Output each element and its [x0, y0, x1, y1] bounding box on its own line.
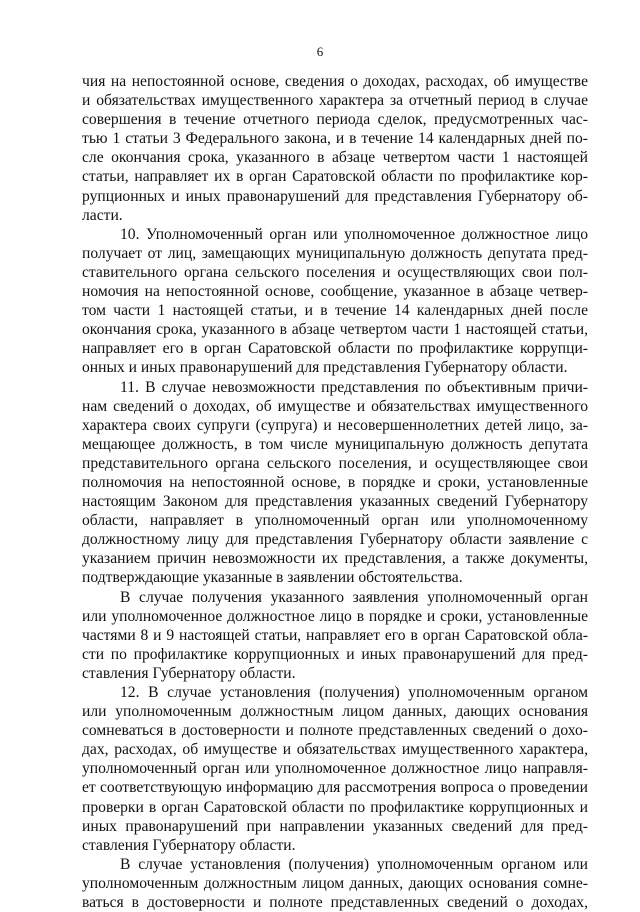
text-line: уполномоченный орган или уполномоченное должностное лицо направля- [82, 760, 588, 778]
text-line: ласти. [82, 206, 123, 224]
text-line: окончания срока, указанного в абзаце четвертом части 1 настоящей статьи, [82, 321, 588, 339]
text-line: рупционных и иных правонарушений для представления Губернатору об- [82, 187, 588, 205]
text-line: иных правонарушений при направлении указанных сведений для пред- [82, 817, 588, 835]
text-line: В случае установления (получения) уполномоченным органом или [120, 855, 588, 873]
text-line: или уполномоченное должностное лицо в порядке и сроки, установленные [82, 607, 588, 625]
text-line: статьи, направляет их в орган Саратовской области по профилактике кор- [82, 168, 588, 186]
text-line: сти по профилактике коррупционных и иных правонарушений для пред- [82, 645, 588, 663]
text-line: нам сведений о доходах, об имуществе и обязательствах имущественного [82, 397, 588, 415]
page-number: 6 [316, 44, 324, 59]
paragraph [82, 588, 588, 683]
paragraph [82, 72, 588, 225]
paragraph [82, 683, 588, 855]
text-line: направляет его в орган Саратовской области по профилактике коррупци- [82, 340, 588, 358]
text-line: совершения в течение отчетного периода сделок, предусмотренных час- [82, 111, 588, 129]
text-line: ет соответствующую информацию для рассмотрения вопроса о проведении [82, 779, 588, 797]
text-line: настоящим Законом для представления указанных сведений Губернатору [82, 493, 588, 511]
text-line: чия на непостоянной основе, сведения о доходах, расходах, об имуществе [82, 73, 588, 90]
text-line: и обязательствах имущественного характера за отчетный период в случае [82, 92, 588, 110]
text-line: 11. В случае невозможности представления по объективным причи- [120, 378, 588, 396]
text-line: должностному лицу для представления Губернатору области заявление с [82, 531, 588, 549]
text-line: 10. Уполномоченный орган или уполномоченное должностное лицо [120, 225, 588, 243]
text-line: ставления Губернатору области. [82, 664, 296, 682]
text-line: том части 1 настоящей статьи, и в течение 14 календарных дней после [82, 302, 588, 320]
text-line: дах, расходах, об имуществе и обязательствах имущественного характера, [82, 741, 588, 759]
text-line: получает от лиц, замещающих муниципальную должность депутата пред- [82, 244, 588, 262]
text-line: онных и иных правонарушений для представления Губернатору области. [82, 359, 568, 377]
text-line: уполномоченным должностным лицом данных, дающих основания сомне- [82, 874, 588, 892]
text-line: номочия на непостоянной основе, сообщение, указанное в абзаце четвер- [82, 283, 588, 301]
text-line: полномочия на непостоянной основе, в порядке и сроки, установленные [82, 473, 588, 491]
paragraph [82, 855, 588, 912]
text-line: В случае получения указанного заявления уполномоченный орган [120, 588, 588, 606]
text-line: области, направляет в уполномоченный орган или уполномоченному [82, 512, 588, 530]
text-line: характера своих супруги (супруга) и несовершеннолетних детей лицо, за- [82, 416, 588, 434]
text-line: сомневаться в достоверности и полноте представленных сведений о дохо- [82, 722, 588, 740]
text-line: ваться в достоверности и полноте представленных сведений о доходах, [82, 894, 588, 912]
text-line: 12. В случае установления (получения) уполномоченным органом [120, 684, 588, 701]
text-line: указанием причин невозможности их представления, а также документы, [82, 550, 588, 568]
text-line: подтверждающие указанные в заявлении обстоятельства. [82, 569, 463, 587]
text-line: частями 8 и 9 настоящей статьи, направляет его в орган Саратовской обла- [82, 626, 588, 644]
text-line: или уполномоченным должностным лицом данных, дающих основания [82, 703, 588, 721]
text-line: тью 1 статьи 3 Федерального закона, и в течение 14 календарных дней по- [82, 130, 588, 148]
text-line: мещающее должность, в том числе муниципальную должность депутата [82, 435, 588, 453]
document-body [82, 72, 588, 912]
text-line: ставительного органа сельского поселения и осуществляющих свои пол- [82, 263, 588, 281]
text-line: ставления Губернатору области. [82, 836, 296, 854]
paragraph [82, 225, 588, 378]
paragraph [82, 378, 588, 588]
text-line: проверки в орган Саратовской области по профилактике коррупционных и [82, 798, 588, 816]
text-line: представительного органа сельского поселения, и осуществляющее свои [82, 454, 588, 472]
text-line: сле окончания срока, указанного в абзаце четвертом части 1 настоящей [82, 149, 588, 167]
